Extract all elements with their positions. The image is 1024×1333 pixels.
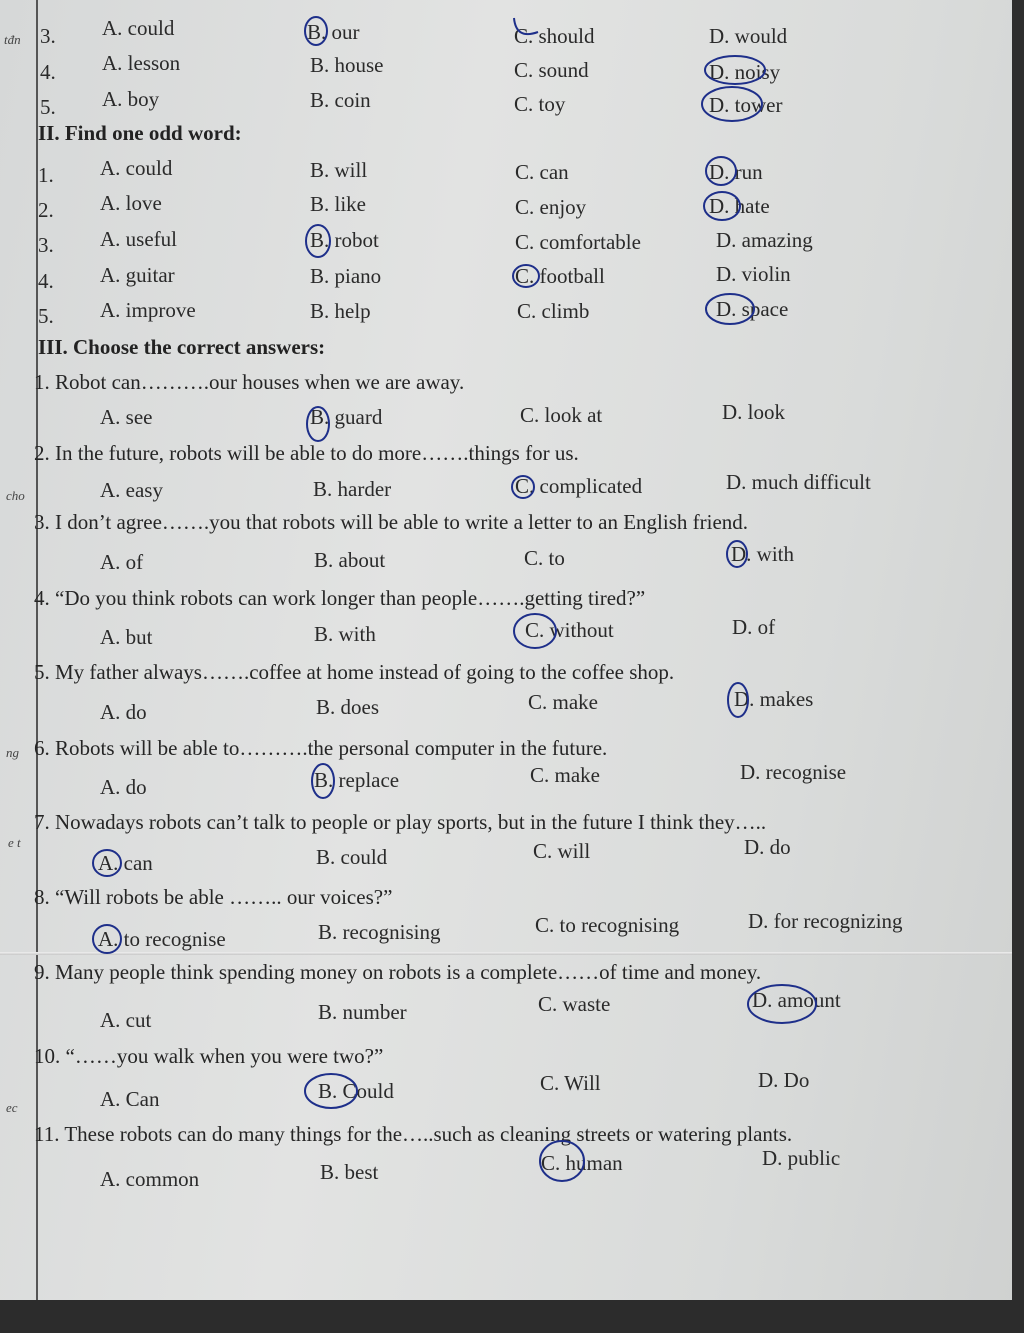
option-a: A. of xyxy=(100,550,144,574)
option-d: D. would xyxy=(709,24,788,48)
option-d: D. Do xyxy=(758,1068,810,1092)
option-a: A. do xyxy=(100,775,147,799)
option-b: B. Could xyxy=(318,1079,394,1103)
option-d: D. tower xyxy=(709,93,783,117)
option-d: D. much difficult xyxy=(726,470,871,494)
row-number: 5. xyxy=(38,304,54,328)
question-text: 3. I don’t agree…….you that robots will be able to write a letter to an English friend. xyxy=(34,510,749,534)
option-a: A. easy xyxy=(100,478,163,502)
option-a: A. love xyxy=(100,191,162,215)
question-text: 1. Robot can……….our houses when we are away. xyxy=(34,370,465,394)
option-b: B. help xyxy=(310,299,371,323)
option-d: D. noisy xyxy=(709,60,781,84)
option-c: C. waste xyxy=(538,992,611,1016)
option-b: B. about xyxy=(314,548,386,572)
margin-note: cho xyxy=(6,488,25,503)
option-d: D. public xyxy=(762,1146,841,1170)
option-a: A. see xyxy=(100,405,153,429)
option-d: D. makes xyxy=(734,687,814,711)
option-a: A. useful xyxy=(100,227,177,251)
option-c: C. football xyxy=(515,264,605,288)
option-b: B. could xyxy=(316,845,388,869)
row-number: 2. xyxy=(38,198,54,222)
question-text: 4. “Do you think robots can work longer than people…….getting tired?” xyxy=(34,586,646,610)
margin-note: ec xyxy=(6,1100,18,1115)
option-c: C. climb xyxy=(517,299,590,323)
option-a: A. guitar xyxy=(100,263,175,287)
question-text: 9. Many people think spending money on robots is a complete……of time and money. xyxy=(34,960,762,984)
row-number: 3. xyxy=(38,233,54,257)
option-c: C. sound xyxy=(514,58,589,82)
question-text: 6. Robots will be able to……….the personal computer in the future. xyxy=(34,736,608,760)
option-a: A. could xyxy=(102,16,175,40)
option-b: B. number xyxy=(318,1000,407,1024)
option-d: D. violin xyxy=(716,262,791,286)
option-c: C. complicated xyxy=(515,474,643,498)
option-d: D. amount xyxy=(752,988,841,1012)
option-b: B. like xyxy=(310,192,366,216)
option-b: B. piano xyxy=(310,264,382,288)
option-c: C. comfortable xyxy=(515,230,641,254)
option-a: A. Can xyxy=(100,1087,160,1111)
option-d: D. space xyxy=(716,297,789,321)
option-c: C. Will xyxy=(540,1071,601,1095)
margin-note: ng xyxy=(6,745,19,760)
option-b: B. harder xyxy=(313,477,392,501)
option-d: D. recognise xyxy=(740,760,847,784)
option-a: A. but xyxy=(100,625,153,649)
row-number: 1. xyxy=(38,163,54,187)
option-b: B. best xyxy=(320,1160,379,1184)
option-c: C. look at xyxy=(520,403,603,427)
option-c: C. without xyxy=(525,618,614,642)
option-b: B. our xyxy=(307,20,360,44)
option-c: C. to xyxy=(524,546,565,570)
option-d: D. run xyxy=(709,160,763,184)
option-d: D. hate xyxy=(709,194,770,218)
option-a: A. boy xyxy=(102,87,160,111)
option-d: D. of xyxy=(732,615,776,639)
question-text: 7. Nowadays robots can’t talk to people or play sports, but in the future I think they….. xyxy=(34,810,767,834)
option-a: A. do xyxy=(100,700,147,724)
option-a: A. lesson xyxy=(102,51,181,75)
option-d: D. with xyxy=(731,542,794,566)
row-number: 4. xyxy=(38,269,54,293)
option-a: A. common xyxy=(100,1167,200,1191)
option-b: B. will xyxy=(310,158,368,182)
option-c: C. should xyxy=(514,24,595,48)
option-b: B. recognising xyxy=(318,920,441,944)
option-c: C. to recognising xyxy=(535,913,680,937)
option-b: B. replace xyxy=(314,768,400,792)
option-a: A. can xyxy=(98,851,153,875)
option-d: D. for recognizing xyxy=(748,909,903,933)
section-2-title: II. Find one odd word: xyxy=(38,121,242,145)
margin-note: tđn xyxy=(4,32,21,47)
option-c: C. make xyxy=(530,763,600,787)
option-a: A. to recognise xyxy=(98,927,226,951)
option-b: B. coin xyxy=(310,88,371,112)
option-d: D. look xyxy=(722,400,785,424)
option-b: B. with xyxy=(314,622,376,646)
option-b: B. house xyxy=(310,53,384,77)
option-c: C. human xyxy=(541,1151,623,1175)
page-fold xyxy=(0,952,1012,955)
option-a: A. could xyxy=(100,156,173,180)
option-b: B. guard xyxy=(310,405,383,429)
question-text: 8. “Will robots be able …….. our voices?” xyxy=(34,885,393,909)
option-c: C. can xyxy=(515,160,569,184)
question-text: 11. These robots can do many things for the…..such as cleaning streets or watering plants. xyxy=(34,1122,793,1146)
option-c: C. make xyxy=(528,690,598,714)
option-c: C. enjoy xyxy=(515,195,587,219)
photo-background-right xyxy=(1012,0,1024,1333)
option-a: A. cut xyxy=(100,1008,152,1032)
option-c: C. will xyxy=(533,839,591,863)
option-b: B. does xyxy=(316,695,379,719)
question-text: 2. In the future, robots will be able to do more…….things for us. xyxy=(34,441,579,465)
section-3-title: III. Choose the correct answers: xyxy=(38,335,326,359)
row-number: 4. xyxy=(40,60,56,84)
row-number: 5. xyxy=(40,95,56,119)
option-d: D. do xyxy=(744,835,791,859)
question-text: 10. “……you walk when you were two?” xyxy=(34,1044,384,1068)
photo-background-bottom xyxy=(0,1300,1024,1333)
row-number: 3. xyxy=(40,24,56,48)
option-b: B. robot xyxy=(310,228,379,252)
option-c: C. toy xyxy=(514,92,566,116)
question-text: 5. My father always…….coffee at home instead of going to the coffee shop. xyxy=(34,660,675,684)
option-d: D. amazing xyxy=(716,228,813,252)
margin-note: e t xyxy=(8,835,21,850)
option-a: A. improve xyxy=(100,298,196,322)
